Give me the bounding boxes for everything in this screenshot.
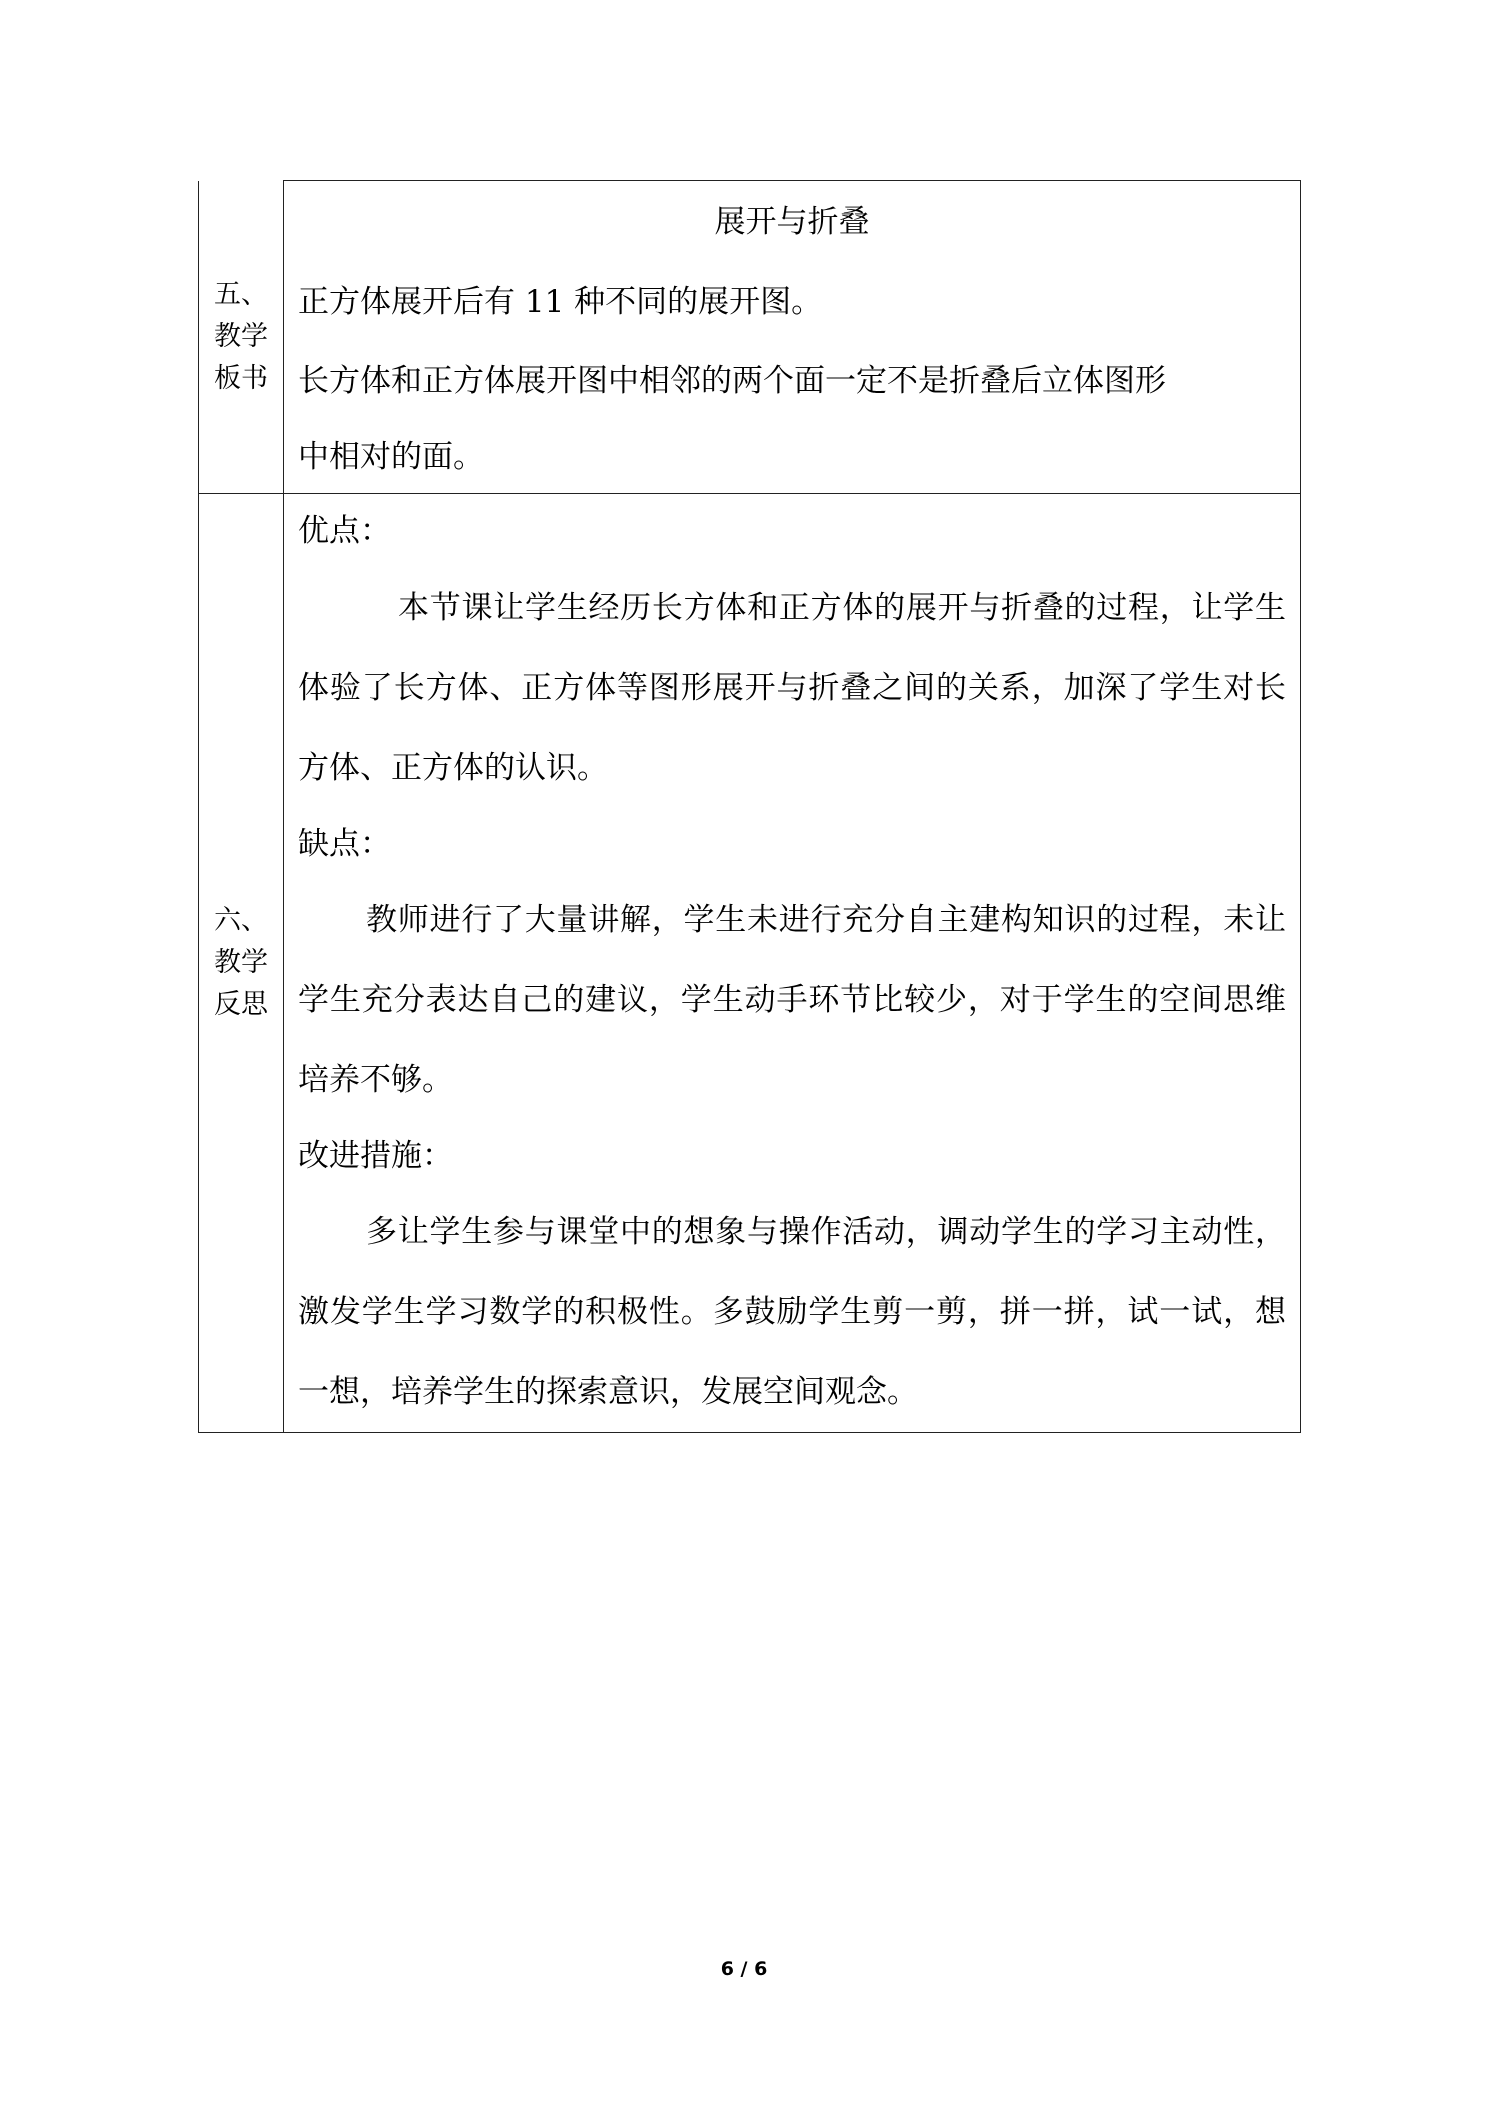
board-label-line: 五、 [214, 278, 268, 310]
board-row [199, 181, 1301, 494]
reflection-label-line: 六、 [214, 905, 268, 936]
improvements-heading: 改进措施： [298, 1138, 453, 1174]
board-title: 展开与折叠 [714, 204, 870, 240]
advantages-text: 本节课让学生经历长方体和正方体的展开与折叠的过程，让学生体验了长方体、正方体等图形展开与折叠之间的关系，加深了学生对长方体、正方体的认识。 [298, 590, 1286, 786]
reflection-label-cell [199, 494, 284, 1433]
advantages-heading: 优点： [298, 513, 391, 549]
board-line: 正方体展开后有 11 种不同的展开图。 [298, 284, 823, 320]
reflection-row [199, 494, 1301, 1433]
reflection-label-line: 教学 [214, 947, 268, 978]
board-line: 中相对的面。 [298, 439, 484, 475]
improvements-text: 多让学生参与课堂中的想象与操作活动，调动学生的学习主动性，激发学生学习数学的积极性。多鼓励学生剪一剪，拼一拼，试一试，想一想，培养学生的探索意识，发展空间观念。 [298, 1214, 1286, 1410]
board-content-cell [284, 181, 1301, 494]
board-label-line: 板书 [214, 362, 268, 394]
reflection-content-cell [284, 494, 1301, 1433]
lesson-plan-table [198, 180, 1301, 1433]
reflection-label-line: 反思 [214, 989, 268, 1020]
shortcomings-text: 教师进行了大量讲解，学生未进行充分自主建构知识的过程，未让学生充分表达自己的建议，学生动手环节比较少，对于学生的空间思维培养不够。 [298, 902, 1286, 1098]
page-number: 6 / 6 [720, 1958, 768, 1980]
board-label-cell [199, 181, 284, 494]
shortcomings-heading: 缺点： [298, 826, 391, 862]
board-label-line: 教学 [214, 320, 268, 352]
board-line: 长方体和正方体展开图中相邻的两个面一定不是折叠后立体图形 [298, 363, 1166, 399]
